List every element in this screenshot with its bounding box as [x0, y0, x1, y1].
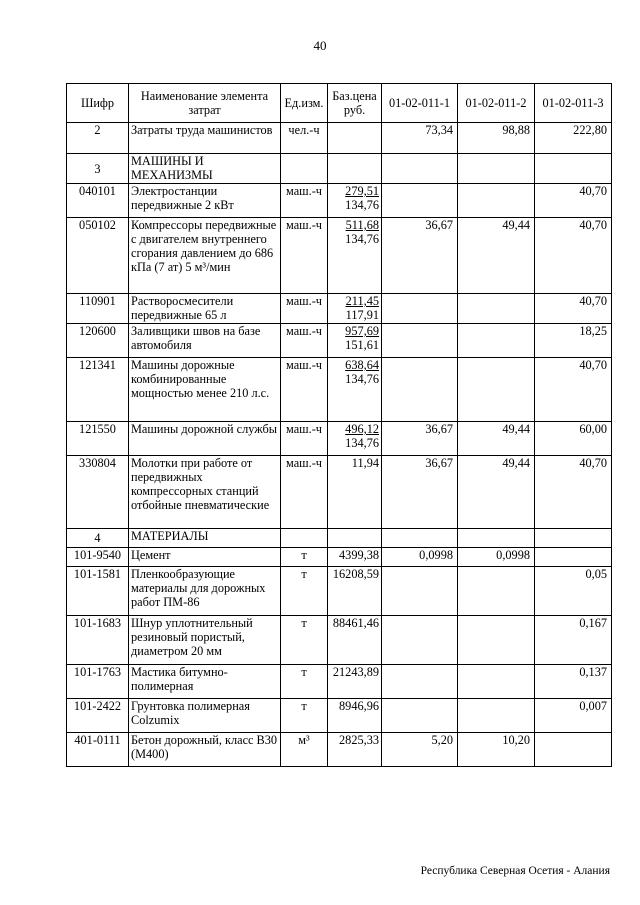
cell-col3: 18,25 [535, 324, 612, 358]
cell-col2: 10,20 [458, 733, 535, 767]
cell-col1 [382, 665, 458, 699]
cell-col1: 5,20 [382, 733, 458, 767]
cell-col2: 98,88 [458, 123, 535, 154]
cell-base-price [328, 699, 382, 733]
cell-name: Машины дорожной службы [129, 422, 281, 456]
base-price-total: 88461,46 [332, 616, 379, 630]
cell-col1: 73,34 [382, 123, 458, 154]
cell-col3: 0,007 [535, 699, 612, 733]
cell-unit [281, 529, 328, 548]
cell-col3: 0,05 [535, 567, 612, 616]
cell-name: Бетон дорожный, класс В30 (М400) [129, 733, 281, 767]
cell-name: Цемент [129, 548, 281, 567]
base-price-total: 511,68 [345, 218, 379, 232]
cell-name: Затраты труда машинистов [129, 123, 281, 154]
cell-base-price [328, 733, 382, 767]
table-row [67, 218, 612, 294]
cell-code: 101-2422 [67, 699, 129, 733]
cell-base-price [328, 184, 382, 218]
cell-name: Пленкообразующие материалы для дорожных работ ПМ-86 [129, 567, 281, 616]
base-price-wage: 151,61 [345, 338, 379, 352]
cell-unit: маш.-ч [281, 422, 328, 456]
cell-col2 [458, 184, 535, 218]
table-row [67, 422, 612, 456]
cell-col1 [382, 616, 458, 665]
cell-col3: 60,00 [535, 422, 612, 456]
cell-col2: 0,0998 [458, 548, 535, 567]
cell-code: 401-0111 [67, 733, 129, 767]
cell-name: МАШИНЫ И МЕХАНИЗМЫ [129, 154, 281, 184]
cell-unit: маш.-ч [281, 184, 328, 218]
cell-name: Грунтовка полимерная Colzumix [129, 699, 281, 733]
table-row [67, 154, 612, 184]
cell-col3: 40,70 [535, 358, 612, 422]
cell-unit [281, 154, 328, 184]
base-price-total: 2825,33 [339, 733, 379, 747]
header-row [67, 84, 612, 123]
base-price-total: 4399,38 [339, 548, 379, 562]
cell-col1 [382, 184, 458, 218]
cell-base-price [328, 548, 382, 567]
cell-col3: 40,70 [535, 456, 612, 529]
table-row [67, 294, 612, 324]
base-price-total: 11,94 [351, 456, 379, 470]
cell-code: 101-9540 [67, 548, 129, 567]
cell-code: 110901 [67, 294, 129, 324]
table-row [67, 456, 612, 529]
cell-col3: 0,167 [535, 616, 612, 665]
header-col3: 01-02-011-3 [535, 84, 612, 123]
cell-base-price [328, 294, 382, 324]
page-number: 40 [313, 38, 327, 53]
cell-unit: чел.-ч [281, 123, 328, 154]
table-row [67, 567, 612, 616]
header-base-price: Баз.цена руб. [328, 84, 382, 123]
cell-col3: 222,80 [535, 123, 612, 154]
table-row [67, 184, 612, 218]
header-col1: 01-02-011-1 [382, 84, 458, 123]
cell-col1 [382, 567, 458, 616]
cell-unit: т [281, 567, 328, 616]
table-row [67, 123, 612, 154]
cell-col3: 0,137 [535, 665, 612, 699]
cell-code: 040101 [67, 184, 129, 218]
cell-unit: т [281, 699, 328, 733]
cell-name: Заливщики швов на базе автомобиля [129, 324, 281, 358]
cell-col2 [458, 665, 535, 699]
cell-col2 [458, 567, 535, 616]
header-code: Шифр [67, 84, 129, 123]
header-col2: 01-02-011-2 [458, 84, 535, 123]
base-price-wage: 134,76 [345, 372, 379, 386]
cell-col2 [458, 294, 535, 324]
cell-code: 101-1763 [67, 665, 129, 699]
cell-code: 120600 [67, 324, 129, 358]
cell-col1: 36,67 [382, 456, 458, 529]
cell-name: Компрессоры передвижные с двигателем внутреннего сгорания давлением до 686 кПа (7 ат) 5 м³/мин [129, 218, 281, 294]
base-price-total: 957,69 [345, 324, 379, 338]
table-row [67, 733, 612, 767]
cell-col1 [382, 154, 458, 184]
base-price-total: 21243,89 [332, 665, 379, 679]
cell-base-price [328, 567, 382, 616]
cell-name: Шнур уплотнительный резиновый пористый, диаметром 20 мм [129, 616, 281, 665]
cell-col1 [382, 324, 458, 358]
cell-unit: м³ [281, 733, 328, 767]
cell-base-price [328, 529, 382, 548]
cell-unit: т [281, 665, 328, 699]
cell-unit: маш.-ч [281, 294, 328, 324]
cell-code: 101-1683 [67, 616, 129, 665]
table-row [67, 358, 612, 422]
table-row [67, 548, 612, 567]
table-row [67, 665, 612, 699]
cell-code: 2 [67, 123, 129, 154]
cell-col2 [458, 324, 535, 358]
cell-col1: 0,0998 [382, 548, 458, 567]
cell-base-price [328, 154, 382, 184]
base-price-total: 211,45 [345, 294, 379, 308]
table-row [67, 616, 612, 665]
cell-code: 121341 [67, 358, 129, 422]
cell-col2 [458, 529, 535, 548]
table-row [67, 324, 612, 358]
cell-base-price [328, 422, 382, 456]
cell-unit: т [281, 548, 328, 567]
cell-code: 4 [67, 529, 129, 548]
base-price-wage: 117,91 [345, 308, 379, 322]
cell-col1 [382, 529, 458, 548]
cell-base-price [328, 616, 382, 665]
base-price-total: 496,12 [345, 422, 379, 436]
cell-col2 [458, 358, 535, 422]
cell-name: Молотки при работе от передвижных компрессорных станций отбойные пневматические [129, 456, 281, 529]
base-price-total: 638,64 [345, 358, 379, 372]
cell-name: МАТЕРИАЛЫ [129, 529, 281, 548]
cell-col1: 36,67 [382, 218, 458, 294]
cell-col2: 49,44 [458, 456, 535, 529]
cell-code: 330804 [67, 456, 129, 529]
resource-table [66, 83, 612, 767]
base-price-total: 8946,96 [339, 699, 379, 713]
cell-name: Машины дорожные комбинированные мощностью менее 210 л.с. [129, 358, 281, 422]
table-row [67, 699, 612, 733]
cell-col2: 49,44 [458, 422, 535, 456]
cell-col2: 49,44 [458, 218, 535, 294]
base-price-total: 279,51 [345, 184, 379, 198]
base-price-wage: 134,76 [345, 198, 379, 212]
cell-name: Мастика битумно-полимерная [129, 665, 281, 699]
cell-name: Растворосмесители передвижные 65 л [129, 294, 281, 324]
cell-col3: 40,70 [535, 218, 612, 294]
cell-code: 050102 [67, 218, 129, 294]
cell-col3: 40,70 [535, 184, 612, 218]
base-price-wage: 134,76 [345, 436, 379, 450]
cell-base-price [328, 218, 382, 294]
cell-col1: 36,67 [382, 422, 458, 456]
cell-col1 [382, 699, 458, 733]
table-row [67, 529, 612, 548]
cell-unit: маш.-ч [281, 218, 328, 294]
cell-col1 [382, 294, 458, 324]
cell-col1 [382, 358, 458, 422]
cell-col3 [535, 733, 612, 767]
cell-name: Электростанции передвижные 2 кВт [129, 184, 281, 218]
cell-code: 3 [67, 154, 129, 184]
table-body [67, 123, 612, 767]
cell-base-price [328, 665, 382, 699]
cell-col3 [535, 529, 612, 548]
cell-col3: 40,70 [535, 294, 612, 324]
cell-unit: т [281, 616, 328, 665]
cell-col3 [535, 548, 612, 567]
base-price-total: 16208,59 [332, 567, 379, 581]
cell-col3 [535, 154, 612, 184]
base-price-wage: 134,76 [345, 232, 379, 246]
cell-base-price [328, 324, 382, 358]
cell-code: 101-1581 [67, 567, 129, 616]
footer-region: Республика Северная Осетия - Алания [420, 865, 610, 877]
cell-unit: маш.-ч [281, 358, 328, 422]
cell-base-price [328, 358, 382, 422]
cell-col2 [458, 616, 535, 665]
cell-col2 [458, 154, 535, 184]
cell-col2 [458, 699, 535, 733]
cell-unit: маш.-ч [281, 456, 328, 529]
cell-base-price [328, 456, 382, 529]
header-name: Наименование элемента затрат [129, 84, 281, 123]
header-unit: Ед.изм. [281, 84, 328, 123]
cell-code: 121550 [67, 422, 129, 456]
cell-unit: маш.-ч [281, 324, 328, 358]
cell-base-price [328, 123, 382, 154]
